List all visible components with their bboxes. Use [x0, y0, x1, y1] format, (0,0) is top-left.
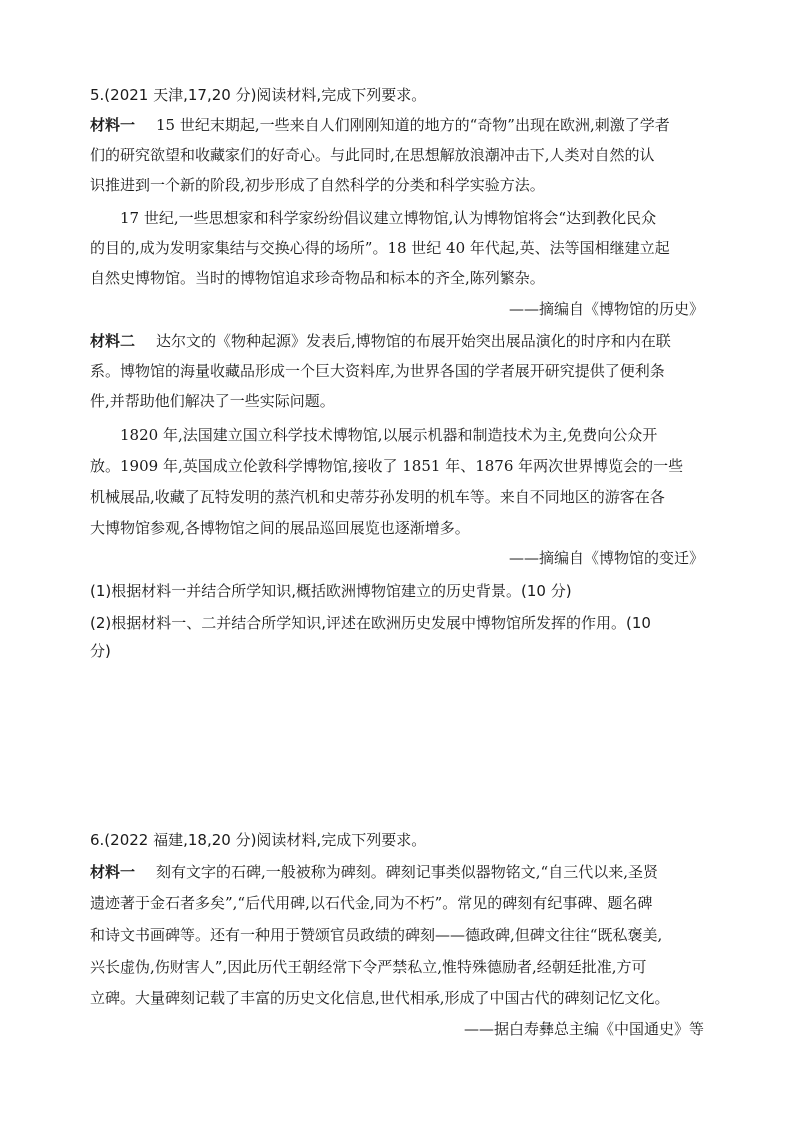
q5-m1-p1-line-2: 们的研究欲望和收藏家们的好奇心。与此同时,在思想解放浪潮冲击下,人类对自然的认: [90, 146, 655, 164]
q5-m1-p1-line-1: 15 世纪末期起,一些来自人们刚刚知道的地方的“奇物”出现在欧洲,刺激了学者: [156, 116, 670, 134]
q5-m2-p2-line-4: 大博物馆参观,各博物馆之间的展品巡回展览也逐渐增多。: [90, 519, 470, 537]
question-5-header: 5.(2021 天津,17,20 分)阅读材料,完成下列要求。: [90, 86, 427, 104]
q5-m1-p2-line-3: 自然史博物馆。当时的博物馆追求珍奇物品和标本的齐全,陈列繁杂。: [90, 269, 545, 287]
q6-m1-p1-line-2: 遗迹著于金石者多矣”,“后代用碑,以石代金,同为不朽”。常见的碑刻有纪事碑、题名碑: [90, 894, 653, 912]
q5-material-2-label: 材料二: [90, 332, 136, 350]
q6-m1-p1-line-4: 兴长虚伪,伤财害人”,因此历代王朝经常下令严禁私立,惟特殊德励者,经朝廷批准,方可: [90, 958, 647, 976]
q5-m1-p1-line-3: 识推进到一个新的阶段,初步形成了自然科学的分类和科学实验方法。: [90, 176, 545, 194]
q5-material-1-label: 材料一: [90, 116, 136, 134]
q5-m1-source: ——摘编自《博物馆的历史》: [508, 300, 704, 318]
q5-question-2: (2)根据材料一、二并结合所学知识,评述在欧洲历史发展中博物馆所发挥的作用。(10: [90, 614, 651, 632]
q6-material-1-label: 材料一: [90, 863, 136, 881]
q6-m1-source: ——据白寿彝总主编《中国通史》等: [463, 1020, 704, 1038]
q5-m1-p2-line-1: 17 世纪,一些思想家和科学家纷纷倡议建立博物馆,认为博物馆将会“达到教化民众: [120, 209, 657, 227]
q6-m1-p1-line-5: 立碑。大量碑刻记载了丰富的历史文化信息,世代相承,形成了中国古代的碑刻记忆文化。: [90, 989, 670, 1007]
q5-m2-p2-line-1: 1820 年,法国建立国立科学技术博物馆,以展示机器和制造技术为主,免费向公众开: [120, 426, 658, 444]
q5-m2-p2-line-2: 放。1909 年,英国成立伦敦科学博物馆,接收了 1851 年、1876 年两次世界博览会的一些: [90, 457, 684, 475]
q5-m2-source: ——摘编自《博物馆的变迁》: [508, 549, 704, 567]
q5-question-2-cont: 分): [90, 642, 111, 660]
q6-m1-p1-line-3: 和诗文书画碑等。还有一种用于赞颂官员政绩的碑刻——德政碑,但碑文往往“既私褒美,: [90, 926, 663, 944]
q5-question-1: (1)根据材料一并结合所学知识,概括欧洲博物馆建立的历史背景。(10 分): [90, 582, 572, 600]
q5-m2-p1-line-3: 件,并帮助他们解决了一些实际问题。: [90, 392, 335, 410]
question-6-header: 6.(2022 福建,18,20 分)阅读材料,完成下列要求。: [90, 831, 427, 849]
q5-m2-p1-line-1: 达尔文的《物种起源》发表后,博物馆的布展开始突出展品演化的时序和内在联: [156, 332, 671, 350]
q6-m1-p1-line-1: 刻有文字的石碑,一般被称为碑刻。碑刻记事类似器物铭文,“自三代以来,圣贤: [156, 863, 658, 881]
q5-m1-p2-line-2: 的目的,成为发明家集结与交换心得的场所”。18 世纪 40 年代起,英、法等国相继建立起: [90, 239, 670, 257]
q5-m2-p1-line-2: 系。博物馆的海量收藏品形成一个巨大资料库,为世界各国的学者展开研究提供了便利条: [90, 362, 665, 380]
q5-m2-p2-line-3: 机械展品,收藏了瓦特发明的蒸汽机和史蒂芬孙发明的机车等。来自不同地区的游客在各: [90, 488, 665, 506]
